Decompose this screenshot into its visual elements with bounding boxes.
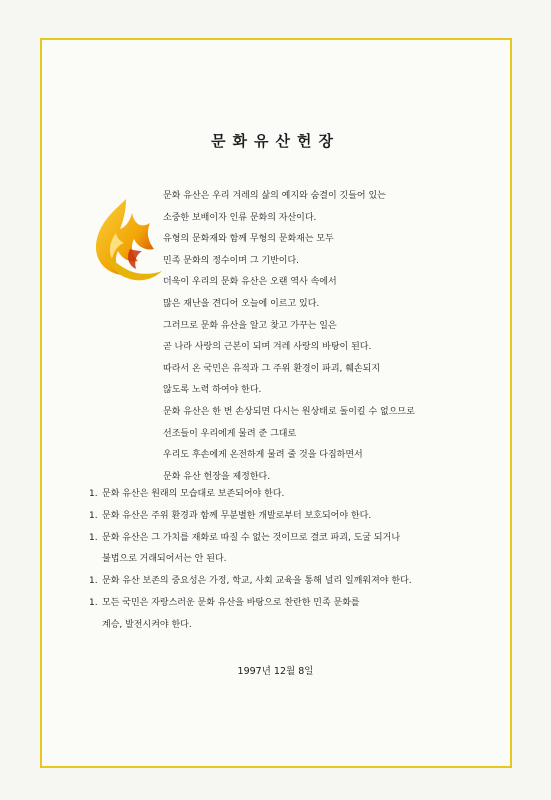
article-text: 문화 유산은 원래의 모습대로 보존되어야 한다. [102,489,285,499]
article-item [89,571,509,593]
preamble-line: 소중한 보배이자 인류 문화의 자산이다. [163,212,317,223]
article-text: 모든 국민은 자랑스러운 문화 유산을 바탕으로 찬란한 민족 문화를 [102,597,360,608]
enactment-date: 1997년 12월 8일 [237,666,314,677]
preamble-line: 곧 나라 사랑의 근본이 되며 겨레 사랑의 바탕이 된다. [163,342,372,353]
article-item [89,484,509,506]
flame-emblem-icon [86,193,166,285]
article-text-continued: 계승, 발전시켜야 한다. [102,619,192,630]
article-text: 문화 유산은 그 가치를 재화로 따질 수 없는 것이므로 결코 파괴, 도굴 되거나 [102,532,401,543]
preamble-line: 문화 유산은 한 번 손상되면 다시는 원상태로 돌이킬 수 없으므로 [163,406,415,417]
article-number: 1. [89,510,98,521]
preamble-line: 문화 유산은 우리 겨레의 삶의 예지와 숨결이 깃들어 있는 [163,191,386,201]
article-number: 1. [89,532,98,543]
article-item [89,506,509,528]
article-text: 문화 유산은 주위 환경과 함께 무분별한 개발로부터 보호되어야 한다. [102,510,372,521]
document-title: 문화유산헌장 [211,132,340,150]
article-number: 1. [89,489,98,499]
preamble-line: 않도록 노력 하여야 한다. [163,385,262,396]
article-item [89,528,509,572]
preamble-line: 유형의 문화재와 함께 무형의 문화재는 모두 [163,234,334,245]
preamble-line: 선조들이 우리에게 물려 준 그대로 [163,428,297,439]
article-number: 1. [89,597,98,608]
preamble-line: 따라서 온 국민은 유적과 그 주위 환경이 파괴, 훼손되지 [163,363,381,374]
preamble-text [163,186,503,488]
articles-list [89,484,509,637]
article-item [89,593,509,637]
preamble-line: 민족 문화의 정수이며 그 기반이다. [163,255,300,266]
preamble-line: 더욱이 우리의 문화 유산은 오랜 역사 속에서 [163,277,337,288]
article-text: 문화 유산 보존의 중요성은 가정, 학교, 사회 교육을 통해 널리 일깨워져야 한다. [102,576,412,587]
article-text-continued: 불법으로 거래되어서는 안 된다. [102,554,227,565]
preamble-line: 그러므로 문화 유산을 알고 찾고 가꾸는 일은 [163,320,337,331]
article-number: 1. [89,576,98,587]
preamble-line: 우리도 후손에게 온전하게 물려 줄 것을 다짐하면서 [163,450,363,461]
preamble-line: 문화 유산 헌장을 제정한다. [163,471,271,482]
preamble-line: 많은 재난을 견디어 오늘에 이르고 있다. [163,298,320,309]
